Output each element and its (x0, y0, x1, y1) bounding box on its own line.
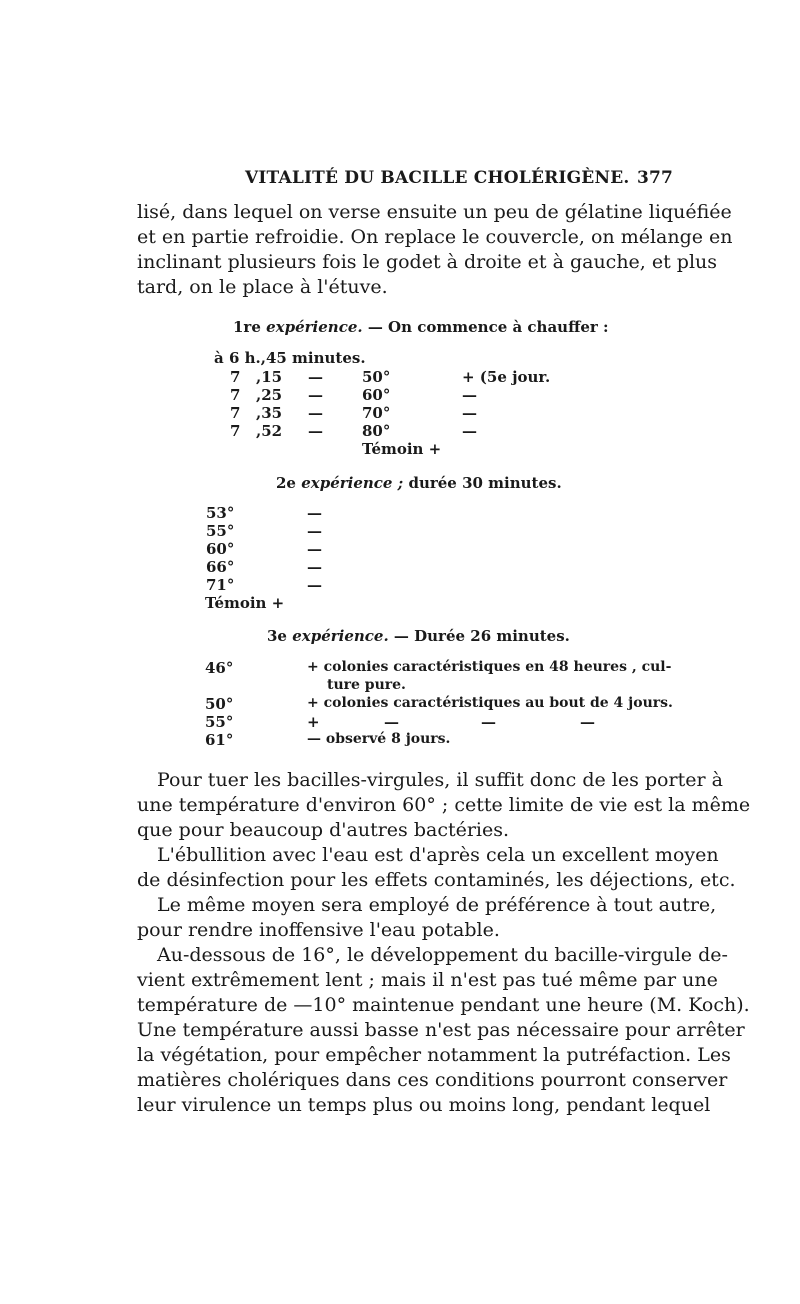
exp2-result: — (307, 576, 322, 594)
exp3-temp: 55° (205, 713, 234, 731)
exp3-ditto-mark: — (384, 713, 399, 731)
exp3-result: + colonies caractéristiques en 48 heures , cul- (307, 659, 672, 675)
exp2-temp: 71° (206, 576, 235, 594)
exp2-temp: 66° (206, 558, 235, 576)
exp2-result: — (307, 558, 322, 576)
body-line: L'ébullition avec l'eau est d'après cela un excellent moyen (157, 844, 719, 866)
body-line: Pour tuer les bacilles-virgules, il suffit donc de les porter à (157, 769, 723, 791)
exp1-result: — (462, 404, 477, 422)
exp1-title-rest: — On commence à chauffer : (367, 318, 609, 336)
exp2-temp: 53° (206, 504, 235, 522)
body-line: température de —10° maintenue pendant une heure (M. Koch). (137, 994, 750, 1016)
intro-line: et en partie refroidie. On replace le couvercle, on mélange en (137, 226, 733, 248)
exp2-title-rest: durée 30 minutes. (408, 474, 562, 492)
body-line: que pour beaucoup d'autres bactéries. (137, 819, 510, 841)
body-line: matières cholériques dans ces conditions pourront conserver (137, 1069, 728, 1091)
exp3-result: + (307, 713, 320, 731)
body-line: pour rendre inoffensive l'eau potable. (137, 919, 500, 941)
intro-line: tard, on le place à l'étuve. (137, 276, 388, 298)
exp3-result: + colonies caractéristiques au bout de 4 jours. (307, 695, 673, 711)
exp2-title-em: expérience ; (301, 474, 404, 492)
body-line: Le même moyen sera employé de préférence à tout autre, (157, 894, 717, 916)
exp1-hour: 7 (230, 404, 241, 422)
exp1-temp: 70° (362, 404, 391, 422)
intro-line: lisé, dans lequel on verse ensuite un peu de gélatine liquéfiée (137, 201, 732, 223)
body-line: Au-dessous de 16°, le développement du bacille-virgule de- (157, 944, 728, 966)
exp3-result-continued: ture pure. (327, 677, 406, 693)
exp3-temp: 50° (205, 695, 234, 713)
exp3-ditto-mark: — (580, 713, 595, 731)
exp2-result: — (307, 540, 322, 558)
exp1-dash: — (308, 368, 323, 386)
exp1-hour: 7 (230, 422, 241, 440)
exp2-title (276, 474, 562, 492)
exp2-temoin: Témoin + (205, 594, 285, 612)
exp1-title-em: expérience. (266, 318, 363, 336)
exp1-dash: — (308, 404, 323, 422)
exp2-result: — (307, 504, 322, 522)
body-line: vient extrêmement lent ; mais il n'est pas tué même par une (137, 969, 718, 991)
exp1-title-num: 1re (233, 318, 261, 336)
page-number: 377 (637, 168, 674, 188)
exp1-result: — (462, 422, 477, 440)
exp2-result: — (307, 522, 322, 540)
exp3-temp: 46° (205, 659, 234, 677)
exp1-hour: 7 (230, 368, 241, 386)
exp1-min: ,25 (256, 386, 283, 404)
exp1-min: ,35 (256, 404, 283, 422)
exp2-temp: 60° (206, 540, 235, 558)
exp3-title-rest: — Durée 26 minutes. (393, 627, 570, 645)
exp1-dash: — (308, 386, 323, 404)
exp3-result: — observé 8 jours. (307, 731, 451, 747)
exp2-title-num: 2e (276, 474, 296, 492)
exp1-temp: 50° (362, 368, 391, 386)
exp1-hour: 7 (230, 386, 241, 404)
body-line: de désinfection pour les effets contaminés, les déjections, etc. (137, 869, 736, 891)
exp3-title (267, 627, 570, 645)
intro-line: inclinant plusieurs fois le godet à droite et à gauche, et plus (137, 251, 718, 273)
exp1-temp: 60° (362, 386, 391, 404)
exp1-temoin: Témoin + (362, 440, 442, 458)
exp1-min: ,52 (256, 422, 283, 440)
exp3-ditto-mark: — (481, 713, 496, 731)
exp1-temp: 80° (362, 422, 391, 440)
exp1-min: ,15 (256, 368, 283, 386)
exp1-result: — (462, 386, 477, 404)
exp1-result: + (5e jour. (462, 368, 551, 386)
exp3-title-em: expérience. (292, 627, 389, 645)
body-line: leur virulence un temps plus ou moins long, pendant lequel (137, 1094, 711, 1116)
exp3-title-num: 3e (267, 627, 287, 645)
body-line: la végétation, pour empêcher notamment la putréfaction. Les (137, 1044, 731, 1066)
body-line: Une température aussi basse n'est pas nécessaire pour arrêter (137, 1019, 745, 1041)
body-line: une température d'environ 60° ; cette limite de vie est la même (137, 794, 751, 816)
running-title: VITALITÉ DU BACILLE CHOLÉRIGÈNE. (245, 168, 630, 188)
exp2-temp: 55° (206, 522, 235, 540)
exp1-title (233, 318, 609, 336)
exp1-dash: — (308, 422, 323, 440)
exp3-temp: 61° (205, 731, 234, 749)
exp1-start: à 6 h.,45 minutes. (214, 349, 366, 367)
